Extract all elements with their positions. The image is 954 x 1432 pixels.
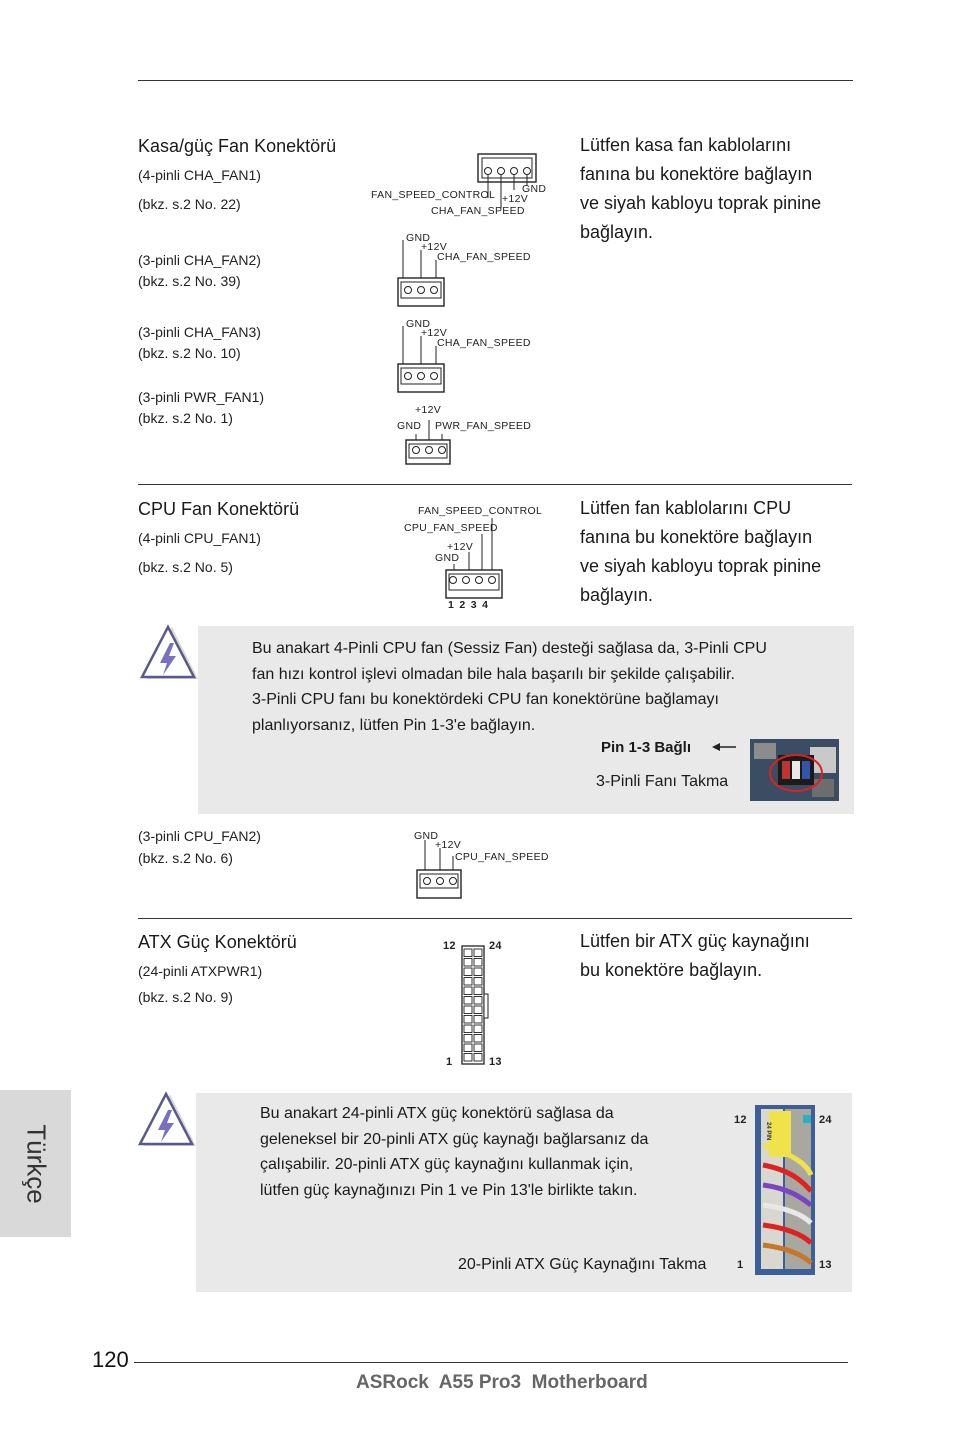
cpu-fan1-type: (4-pinli CPU_FAN1) <box>138 530 261 546</box>
atx-connector-diagram <box>460 944 490 1068</box>
warning-icon <box>134 1092 198 1150</box>
cha-fan1-control-label: FAN_SPEED_CONTROL <box>371 189 496 201</box>
cha-fan1-type: (4-pinli CHA_FAN1) <box>138 167 261 183</box>
cpu-fan1-control-label: FAN_SPEED_CONTROL <box>418 505 543 517</box>
photo-pin-24: 24 <box>819 1114 832 1126</box>
cha-fan-description <box>580 131 855 247</box>
pwr-fan-12v-label: +12V <box>415 404 442 416</box>
desc-line: Lütfen kasa fan kablolarını <box>580 135 792 155</box>
cha-fan2-gnd-label: GND <box>406 232 431 244</box>
warning-icon <box>136 625 200 683</box>
arrow-left-icon <box>710 740 738 754</box>
desc-line: fanına bu konektöre bağlayın <box>580 527 813 547</box>
cpu-fan2-ref: (bkz. s.2 No. 6) <box>138 850 233 866</box>
atx-pin-13: 13 <box>489 1056 502 1068</box>
atx-description <box>580 927 855 985</box>
desc-line: bağlayın. <box>580 222 654 242</box>
atx-type: (24-pinli ATXPWR1) <box>138 963 263 979</box>
cha-fan2-ref: (bkz. s.2 No. 39) <box>138 273 241 289</box>
note-line: Bu anakart 24-pinli ATX güç konektörü sağlasa da <box>260 1105 614 1122</box>
atx-note-text <box>260 1101 720 1203</box>
cpu-fan2-speed-label: CPU_FAN_SPEED <box>455 851 549 863</box>
cpu-fan-title: CPU Fan Konektörü <box>138 499 300 519</box>
cha-fan3-12v-label: +12V <box>421 327 448 339</box>
cha-fan-title: Kasa/güç Fan Konektörü <box>138 136 337 156</box>
cha-fan1-gnd-label: GND <box>522 183 547 195</box>
note-line: fan hızı kontrol işlevi olmadan bile hala başarılı bir şekilde çalışabilir. <box>252 665 735 683</box>
footer-title: ASRock A55 Pro3 Motherboard <box>356 1372 648 1393</box>
cha-fan1-12v-label: +12V <box>502 193 529 205</box>
page-number: 120 <box>92 1347 129 1372</box>
cpu-fan1-12v-label: +12V <box>447 541 474 553</box>
desc-line: ve siyah kabloyu toprak pinine <box>580 556 822 576</box>
cpu-fan1-gnd-label: GND <box>435 552 460 564</box>
cpu-fan1-ref: (bkz. s.2 No. 5) <box>138 559 233 575</box>
pwr-fan-ref: (bkz. s.2 No. 1) <box>138 410 233 426</box>
cpu-fan1-pin-numbers: 1 2 3 4 <box>448 599 489 611</box>
cha-fan3-speed-label: CHA_FAN_SPEED <box>437 337 531 349</box>
cha-fan2-12v-label: +12V <box>421 241 448 253</box>
footer-rule <box>134 1362 848 1363</box>
desc-line: bu konektöre bağlayın. <box>580 960 763 980</box>
desc-line: Lütfen fan kablolarını CPU <box>580 498 792 518</box>
note-line: planlıyorsanız, lütfen Pin 1-3'e bağlayın. <box>252 716 536 734</box>
atx-connector-photo <box>755 1105 815 1275</box>
cpu-fan1-speed-label: CPU_FAN_SPEED <box>404 522 498 534</box>
cha-fan1-speed-label: CHA_FAN_SPEED <box>431 205 525 217</box>
note-line: çalışabilir. 20-pinli ATX güç kaynağını kullanmak için, <box>260 1156 634 1173</box>
note-line: 3-Pinli CPU fanı bu konektördeki CPU fan konektörüne bağlamayı <box>252 691 719 708</box>
cpu-fan2-type: (3-pinli CPU_FAN2) <box>138 828 261 844</box>
atx-pin-12: 12 <box>443 940 456 952</box>
photo-pin-13: 13 <box>819 1259 832 1271</box>
note-line: lütfen güç kaynağınızı Pin 1 ve Pin 13'le birlikte takın. <box>260 1181 638 1199</box>
section-divider <box>138 484 852 485</box>
photo-pin-12: 12 <box>734 1114 747 1126</box>
atx-pin-1: 1 <box>446 1056 453 1068</box>
top-rule <box>138 80 853 81</box>
desc-line: ve siyah kabloyu toprak pinine <box>580 193 822 213</box>
desc-line: fanına bu konektöre bağlayın <box>580 164 813 184</box>
language-tab-label: Türkçe <box>21 1123 51 1204</box>
note-line: geleneksel bir 20-pinli ATX güç kaynağı bağlarsanız da <box>260 1130 649 1148</box>
cha-fan3-gnd-label: GND <box>406 318 431 330</box>
install-20pin-label: 20-Pinli ATX Güç Kaynağını Takma <box>458 1256 707 1273</box>
pin-connected-label: Pin 1-3 Bağlı <box>601 739 692 756</box>
desc-line: bağlayın. <box>580 585 654 605</box>
cpu-fan-description <box>580 494 855 610</box>
cha-fan2-type: (3-pinli CHA_FAN2) <box>138 252 261 268</box>
note-line: Bu anakart 4-Pinli CPU fan (Sessiz Fan) desteği sağlasa da, 3-Pinli CPU <box>252 640 767 657</box>
atx-ref: (bkz. s.2 No. 9) <box>138 989 233 1005</box>
fan-header-photo <box>750 739 839 801</box>
pwr-fan-speed-label: PWR_FAN_SPEED <box>435 420 532 432</box>
desc-line: Lütfen bir ATX güç kaynağını <box>580 931 810 951</box>
install-3pin-label: 3-Pinli Fanı Takma <box>596 773 729 790</box>
cpu-fan-note-text <box>252 636 842 738</box>
cpu-fan2-12v-label: +12V <box>435 839 462 851</box>
cpu-fan2-gnd-label: GND <box>414 830 439 842</box>
atx-title: ATX Güç Konektörü <box>138 932 297 952</box>
atx-pin-24: 24 <box>489 940 502 952</box>
cha-fan1-ref: (bkz. s.2 No. 22) <box>138 196 241 212</box>
language-tab <box>0 1090 71 1237</box>
photo-pin-count-label: 24 PIN <box>765 1122 771 1141</box>
cha-fan2-speed-label: CHA_FAN_SPEED <box>437 251 531 263</box>
section-divider <box>138 918 852 919</box>
cha-fan3-type: (3-pinli CHA_FAN3) <box>138 324 261 340</box>
photo-pin-1: 1 <box>737 1259 744 1271</box>
cha-fan3-ref: (bkz. s.2 No. 10) <box>138 345 241 361</box>
pwr-fan-gnd-label: GND <box>397 420 422 432</box>
pwr-fan-type: (3-pinli PWR_FAN1) <box>138 389 265 405</box>
